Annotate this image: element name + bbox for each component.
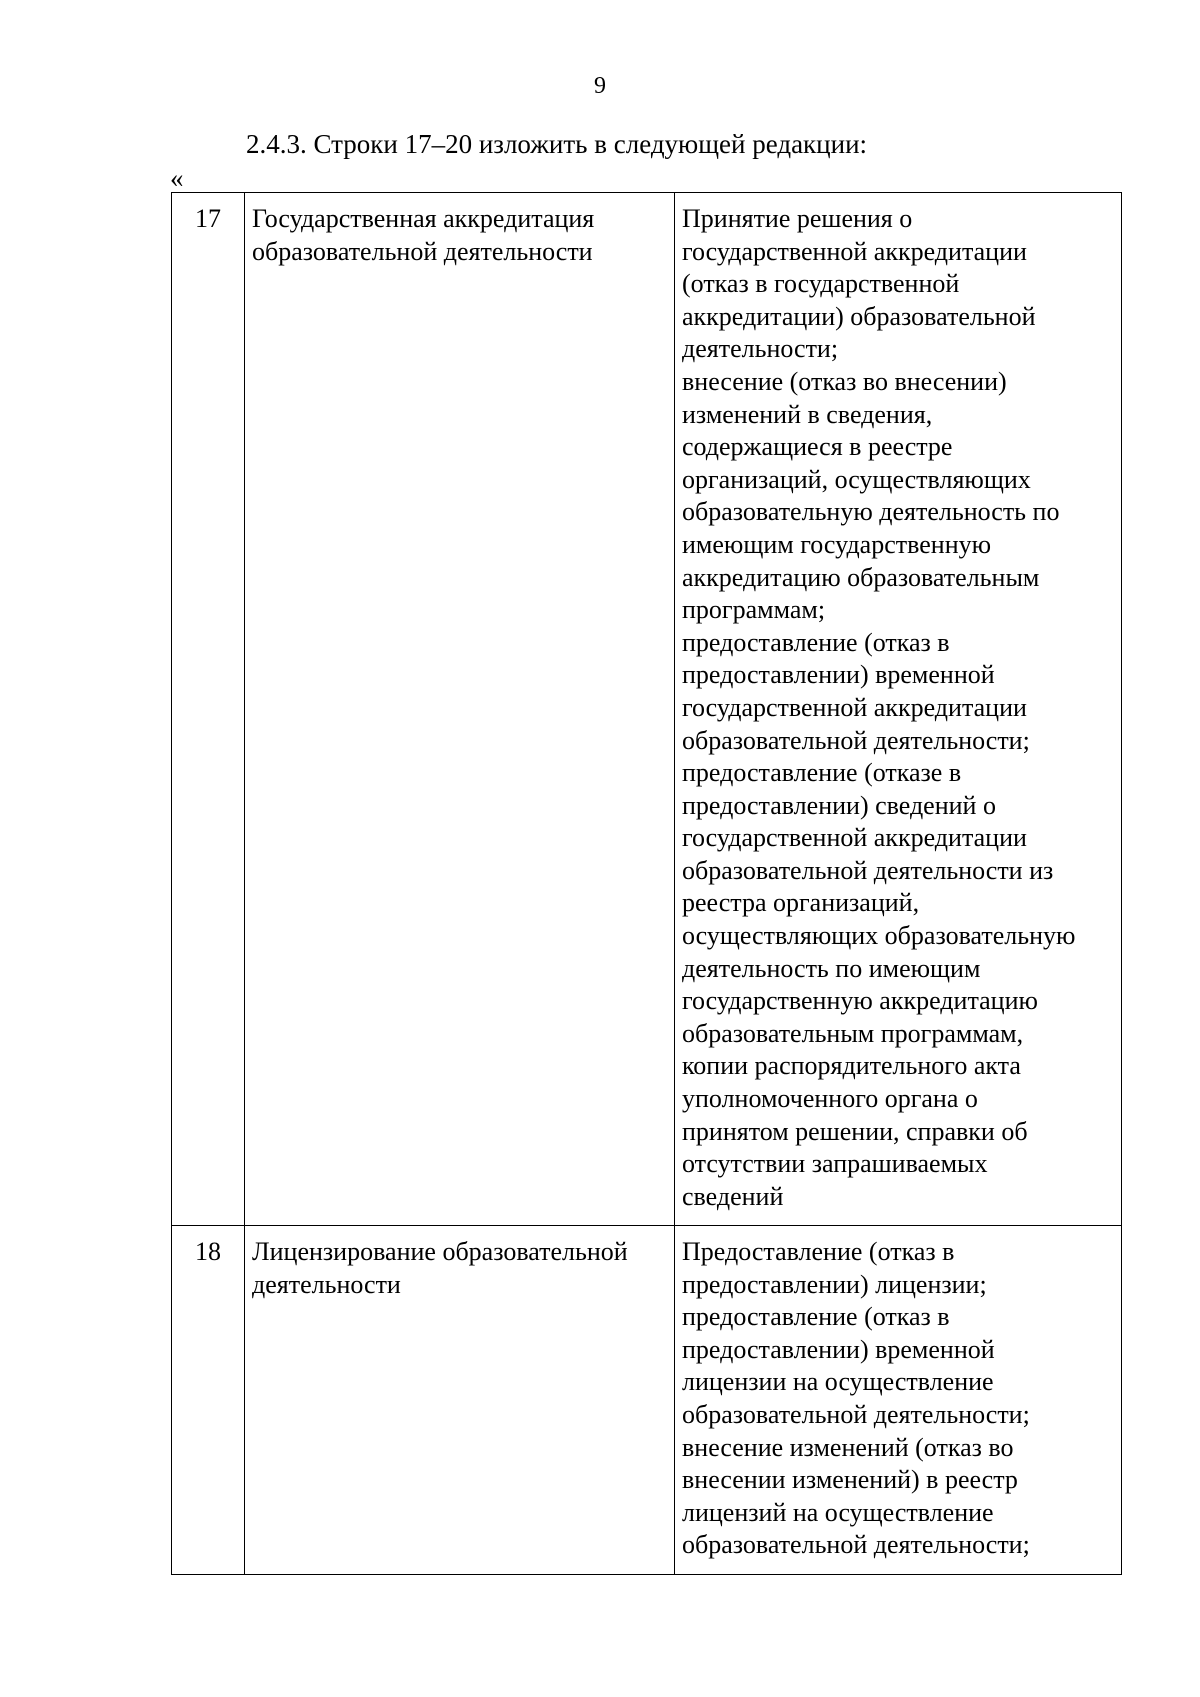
procedure-line: реестра организаций, xyxy=(682,888,920,918)
amendment-table xyxy=(171,192,1122,1575)
amendment-intro: 2.4.3. Строки 17–20 изложить в следующей редакции: xyxy=(246,129,868,159)
procedure-line: уполномоченного органа о xyxy=(682,1084,978,1114)
procedure-line: предоставление (отказ в xyxy=(682,627,950,657)
procedure-line: программам; xyxy=(682,595,826,625)
procedure-line: (отказ в государственной xyxy=(682,269,960,299)
procedure-line: предоставление (отказе в xyxy=(682,758,962,788)
procedure-line: внесение (отказ во внесении) xyxy=(682,366,1007,396)
procedure-line: организаций, осуществляющих xyxy=(682,464,1031,494)
procedure-line: отсутствии запрашиваемых xyxy=(682,1149,988,1179)
procedure-cell xyxy=(675,193,1122,1226)
service-name-line: деятельности xyxy=(252,1269,401,1299)
procedure-line: сведений xyxy=(682,1181,784,1211)
procedure-line: предоставлении) сведений о xyxy=(682,790,996,820)
procedure-line: копии распорядительного акта xyxy=(682,1051,1021,1081)
table-row xyxy=(172,193,1122,1226)
procedure-line: образовательной деятельности; xyxy=(682,1530,1030,1560)
procedure-line: содержащиеся в реестре xyxy=(682,432,953,462)
procedure-line: государственную аккредитацию xyxy=(682,986,1038,1016)
service-name-line: Государственная аккредитация xyxy=(252,204,595,233)
procedure-line: лицензий на осуществление xyxy=(682,1497,994,1527)
procedure-line: государственной аккредитации xyxy=(682,236,1027,266)
procedure-line: Предоставление (отказ в xyxy=(682,1237,955,1266)
row-number: 18 xyxy=(172,1226,245,1575)
procedure-line: образовательную деятельность по xyxy=(682,497,1060,527)
procedure-line: образовательным программам, xyxy=(682,1018,1024,1048)
procedure-line: предоставление (отказ в xyxy=(682,1302,950,1332)
procedure-line: предоставлении) временной xyxy=(682,660,995,690)
table-row xyxy=(172,1226,1122,1575)
procedure-line: деятельности; xyxy=(682,334,839,364)
row-number: 17 xyxy=(172,193,245,1226)
procedure-line: Принятие решения о xyxy=(682,204,913,233)
procedure-line: предоставлении) временной xyxy=(682,1334,995,1364)
service-name-cell xyxy=(245,193,675,1226)
procedure-cell xyxy=(675,1226,1122,1575)
procedure-line: аккредитации) образовательной xyxy=(682,301,1036,331)
procedure-line: осуществляющих образовательную xyxy=(682,921,1076,951)
opening-quote-mark: « xyxy=(170,163,184,193)
procedure-line: деятельность по имеющим xyxy=(682,953,981,983)
procedure-line: имеющим государственную xyxy=(682,529,992,559)
procedure-line: образовательной деятельности; xyxy=(682,1399,1030,1429)
procedure-line: образовательной деятельности из xyxy=(682,855,1054,885)
service-name-line: Лицензирование образовательной xyxy=(252,1237,628,1266)
procedure-line: внесении изменений) в реестр xyxy=(682,1465,1018,1495)
procedure-line: внесение изменений (отказ во xyxy=(682,1432,1014,1462)
service-name-line: образовательной деятельности xyxy=(252,236,593,266)
procedure-line: изменений в сведения, xyxy=(682,399,933,429)
procedure-line: предоставлении) лицензии; xyxy=(682,1269,987,1299)
procedure-line: государственной аккредитации xyxy=(682,692,1027,722)
procedure-line: лицензии на осуществление xyxy=(682,1367,994,1397)
procedure-line: государственной аккредитации xyxy=(682,823,1027,853)
page-number: 9 xyxy=(594,73,606,99)
procedure-line: аккредитацию образовательным xyxy=(682,562,1040,592)
service-name-cell xyxy=(245,1226,675,1575)
procedure-line: образовательной деятельности; xyxy=(682,725,1030,755)
procedure-line: принятом решении, справки об xyxy=(682,1116,1028,1146)
